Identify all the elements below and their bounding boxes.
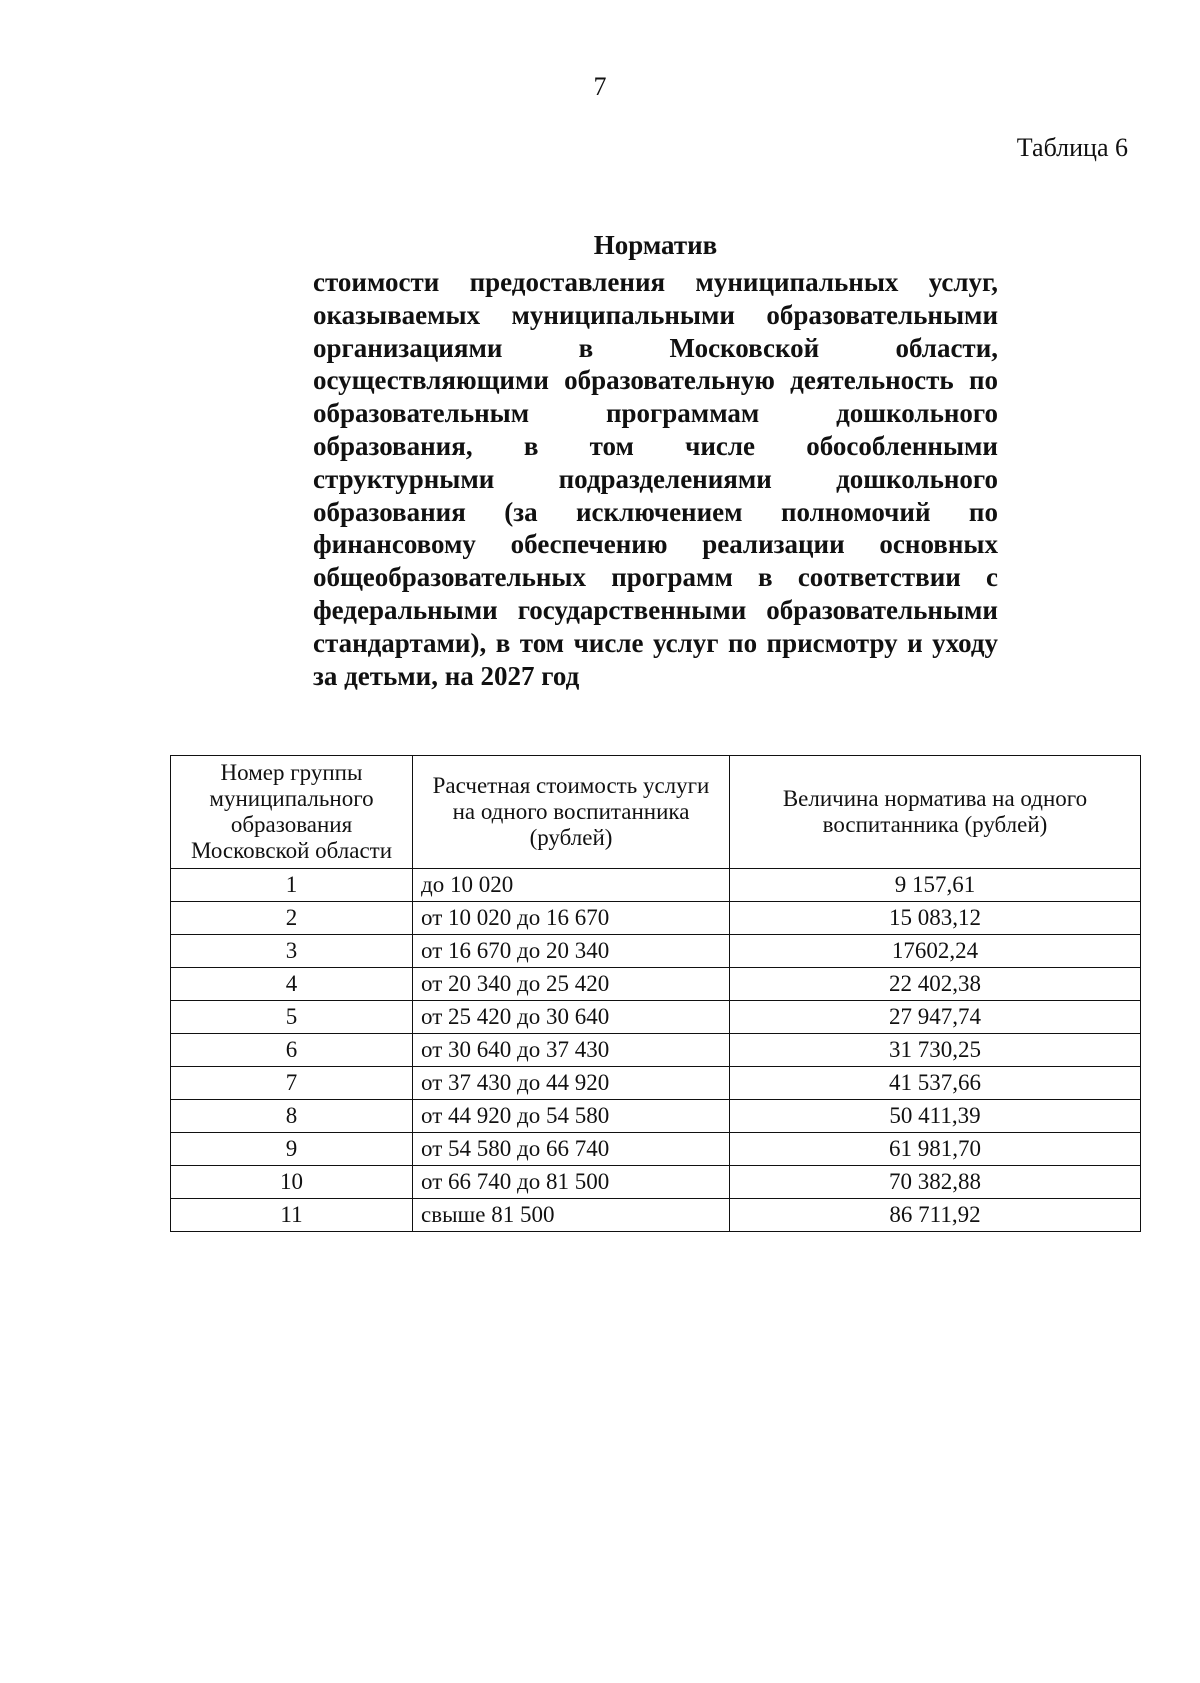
cell-range: от 54 580 до 66 740 — [413, 1133, 730, 1166]
table-label: Таблица 6 — [1016, 133, 1128, 162]
cell-range: от 25 420 до 30 640 — [413, 1001, 730, 1034]
cell-norm: 15 083,12 — [730, 902, 1141, 935]
cell-range: от 16 670 до 20 340 — [413, 935, 730, 968]
cell-group: 4 — [171, 968, 413, 1001]
cell-group: 11 — [171, 1199, 413, 1232]
cell-range: от 66 740 до 81 500 — [413, 1166, 730, 1199]
cell-group: 3 — [171, 935, 413, 968]
cell-range: от 30 640 до 37 430 — [413, 1034, 730, 1067]
cell-group: 10 — [171, 1166, 413, 1199]
cell-group: 5 — [171, 1001, 413, 1034]
cell-range: от 10 020 до 16 670 — [413, 902, 730, 935]
cell-group: 8 — [171, 1100, 413, 1133]
table-row — [171, 935, 1141, 968]
table-row — [171, 1166, 1141, 1199]
cell-norm: 70 382,88 — [730, 1166, 1141, 1199]
cell-norm: 50 411,39 — [730, 1100, 1141, 1133]
table-row — [171, 869, 1141, 902]
cell-group: 9 — [171, 1133, 413, 1166]
cell-range: до 10 020 — [413, 869, 730, 902]
document-title: Норматив — [593, 230, 718, 260]
page-number: 7 — [593, 72, 607, 101]
table-row — [171, 1034, 1141, 1067]
cell-norm: 9 157,61 — [730, 869, 1141, 902]
table-row — [171, 902, 1141, 935]
table-row — [171, 968, 1141, 1001]
header-estimated-cost: Расчетная стоимость услуги на одного воспитанника (рублей) — [413, 756, 730, 869]
cell-group: 7 — [171, 1067, 413, 1100]
cell-norm: 27 947,74 — [730, 1001, 1141, 1034]
table-header-row — [171, 756, 1141, 869]
cell-norm: 22 402,38 — [730, 968, 1141, 1001]
document-subtitle: стоимости предоставления муниципальных услуг, оказываемых муниципальными образовательными организациями в Московской области, осуществляющими образовательную деятельность по образовательным программам дошкольного образования, в том числе обособленными структурными подразделениями дошкольного образования (за исключением полномочий по финансовому обеспечению реализации основных общеобразовательных программ в соответствии с федеральными государственными образовательными стандартами), в том числе услуг по присмотру и уходу за детьми, на 2027 год — [313, 267, 998, 691]
table-row — [171, 1133, 1141, 1166]
table-row — [171, 1100, 1141, 1133]
table-row — [171, 1001, 1141, 1034]
cell-range: от 37 430 до 44 920 — [413, 1067, 730, 1100]
cell-range: свыше 81 500 — [413, 1199, 730, 1232]
cell-norm: 31 730,25 — [730, 1034, 1141, 1067]
cell-norm: 86 711,92 — [730, 1199, 1141, 1232]
header-norm-value: Величина норматива на одного воспитанника (рублей) — [730, 756, 1141, 869]
cell-norm: 61 981,70 — [730, 1133, 1141, 1166]
cell-norm: 41 537,66 — [730, 1067, 1141, 1100]
norms-table — [170, 755, 1141, 1232]
table-row — [171, 1067, 1141, 1100]
cell-range: от 44 920 до 54 580 — [413, 1100, 730, 1133]
cell-group: 2 — [171, 902, 413, 935]
header-group-number: Номер группы муниципального образования Московской области — [171, 756, 413, 869]
cell-group: 6 — [171, 1034, 413, 1067]
cell-range: от 20 340 до 25 420 — [413, 968, 730, 1001]
cell-norm: 17602,24 — [730, 935, 1141, 968]
cell-group: 1 — [171, 869, 413, 902]
table-row — [171, 1199, 1141, 1232]
